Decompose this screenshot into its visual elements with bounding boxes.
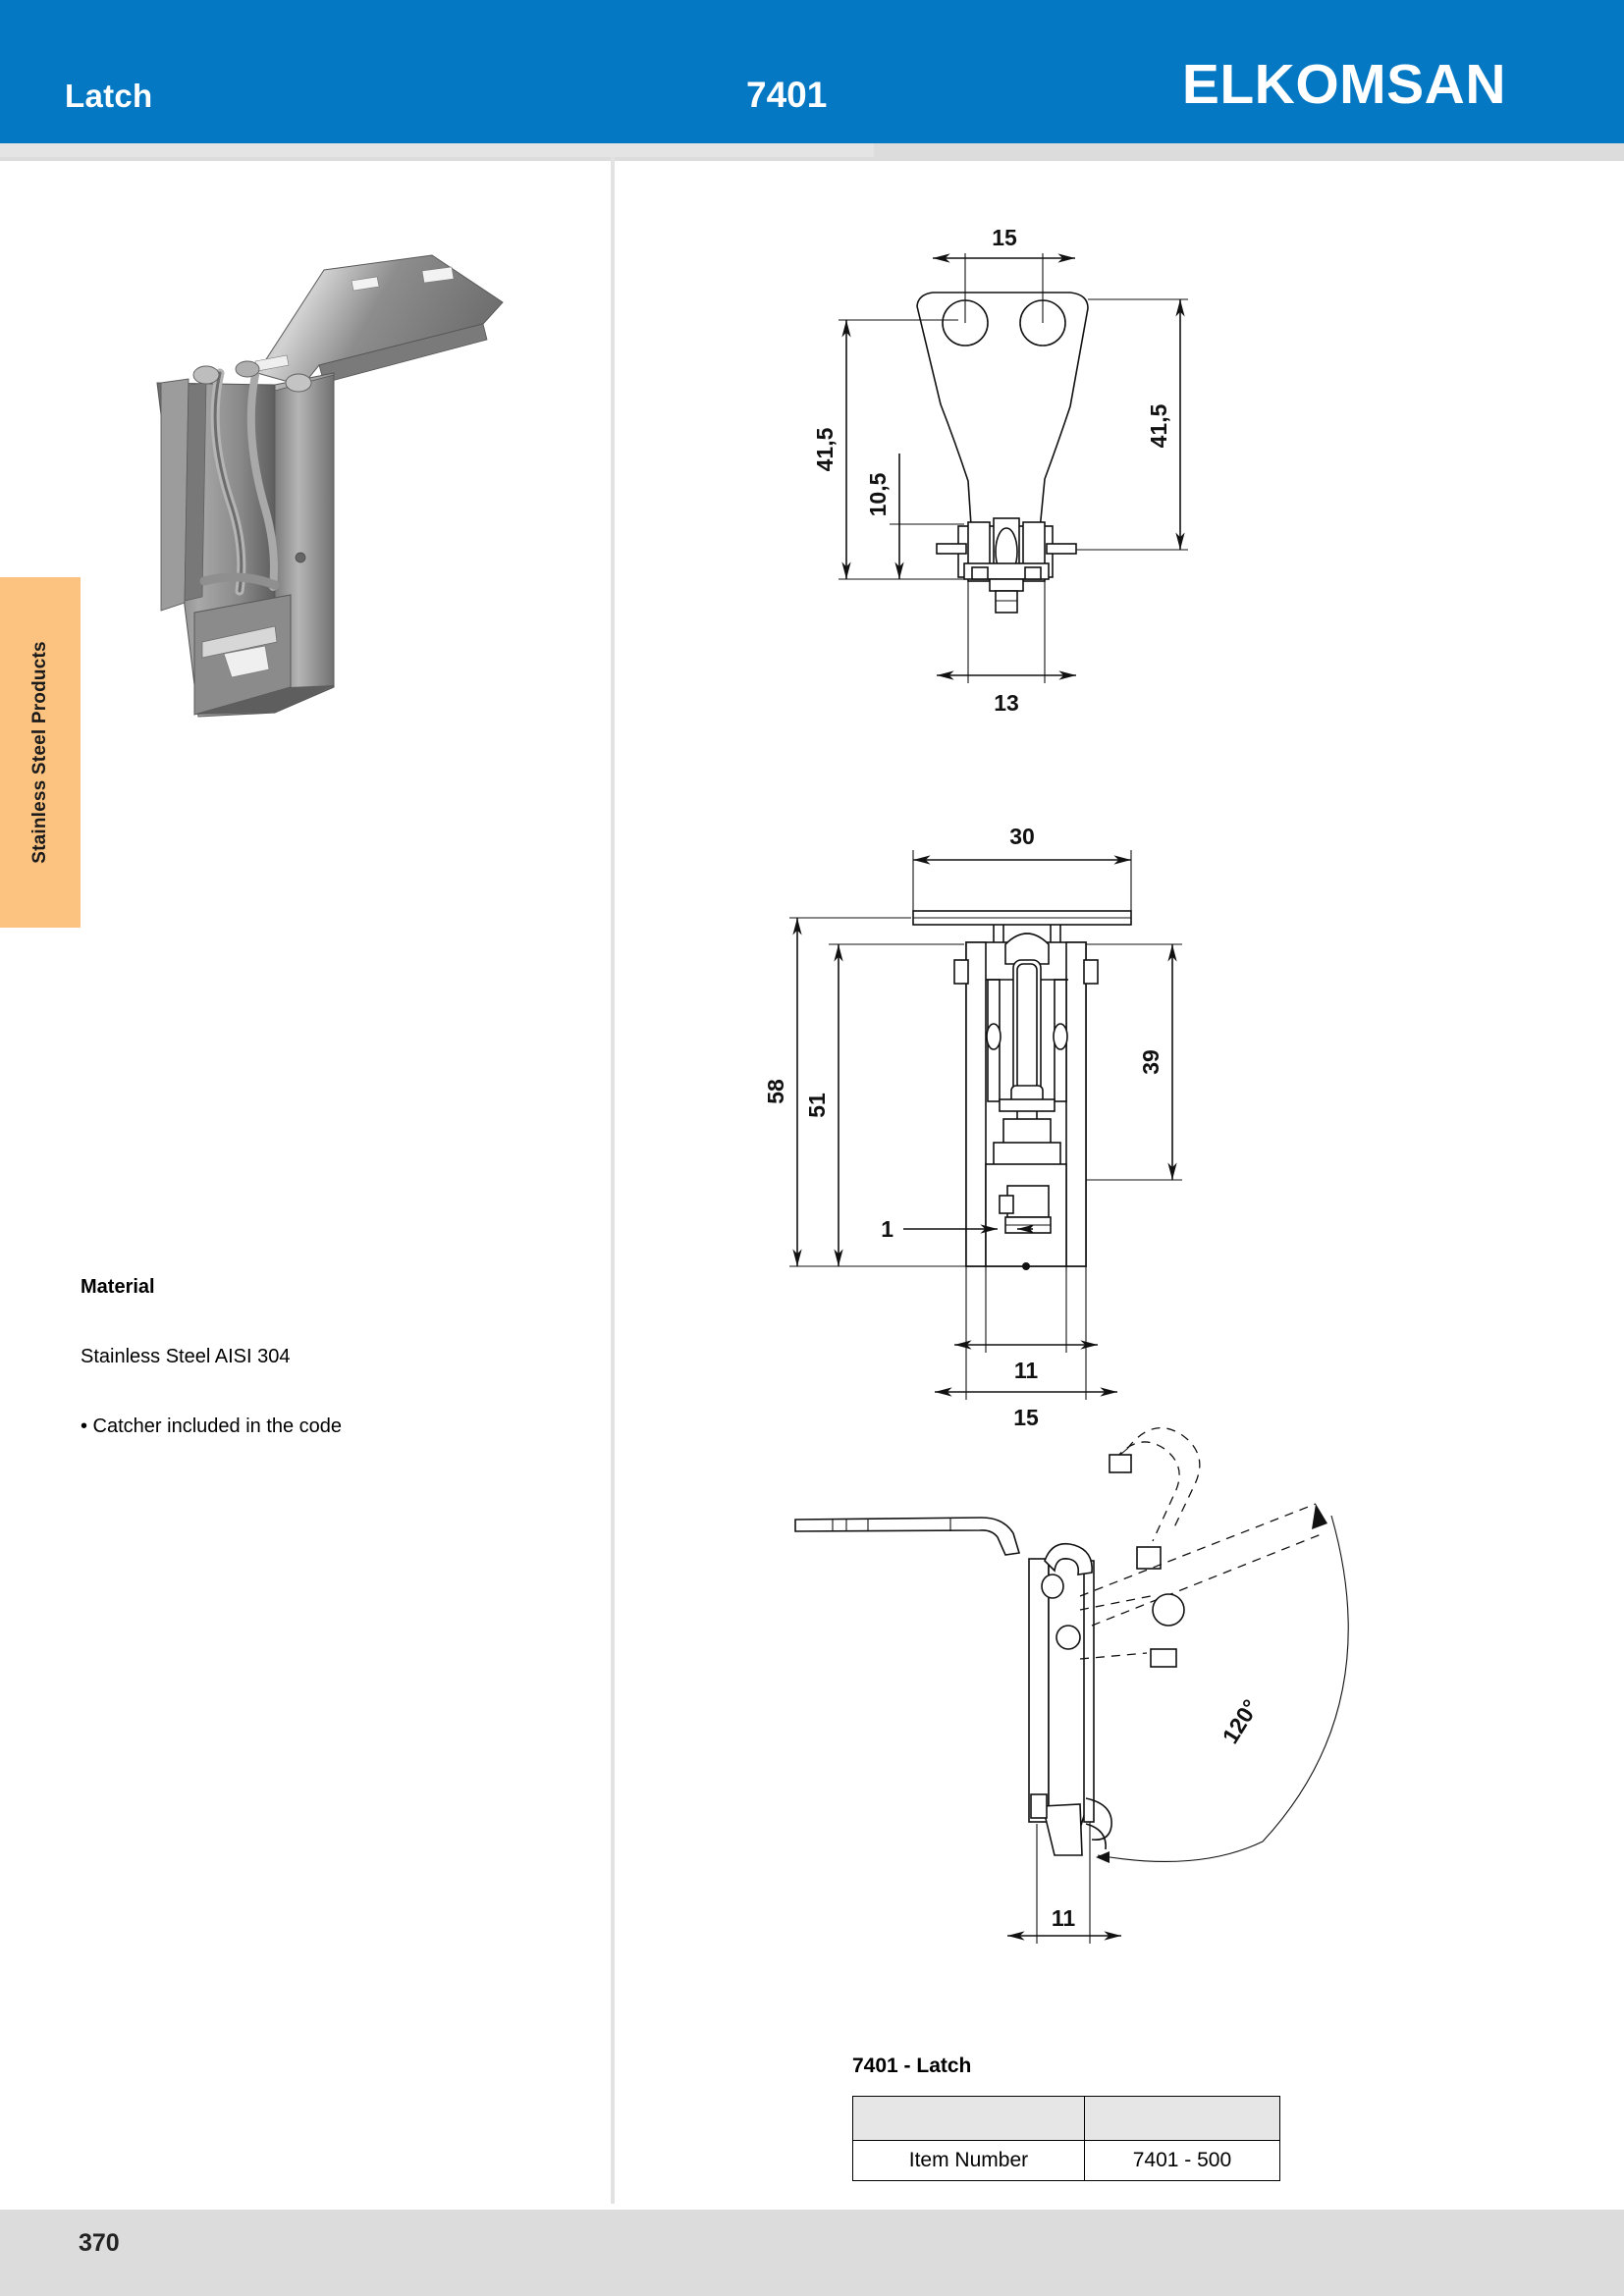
page-number: 370 <box>79 2229 120 2257</box>
table-caption: 7401 - Latch <box>852 2055 972 2077</box>
page-title: Latch <box>65 78 153 114</box>
column-divider <box>611 157 615 2204</box>
material-value: Stainless Steel AISI 304 <box>81 1346 291 1367</box>
page-footer <box>0 2210 1624 2296</box>
section-tab <box>0 577 81 928</box>
dim-top-15: 15 <box>992 225 1017 250</box>
dim-11: 11 <box>1013 1358 1039 1383</box>
table-header-cell-2 <box>1084 2097 1279 2141</box>
item-number-table <box>852 2096 1280 2181</box>
table-cell-value: 7401 - 500 <box>1084 2141 1279 2181</box>
section-tab-label: Stainless Steel Products <box>29 641 50 864</box>
dim-58: 58 <box>763 1079 788 1104</box>
table-row <box>853 2141 1280 2181</box>
dim-15-base: 15 <box>1013 1405 1039 1430</box>
drawing-latch-swing-view <box>785 1414 1394 1983</box>
material-heading: Material <box>81 1276 155 1298</box>
dim-1: 1 <box>881 1216 893 1242</box>
table-header-cell-1 <box>853 2097 1085 2141</box>
dim-51: 51 <box>804 1093 830 1118</box>
product-code: 7401 <box>746 75 828 115</box>
product-photo <box>137 226 530 775</box>
drawing-catcher-front-view <box>776 196 1237 746</box>
table-header-row <box>853 2097 1280 2141</box>
material-note: • Catcher included in the code <box>81 1415 343 1437</box>
dim-right-41-5: 41,5 <box>1146 403 1171 449</box>
brand-logo: ELKOMSAN <box>1181 53 1506 116</box>
dim-10-5: 10,5 <box>865 472 891 517</box>
dim-angle-120: 120° <box>1217 1694 1264 1748</box>
dim-left-41-5: 41,5 <box>812 427 838 472</box>
dim-top-30: 30 <box>1009 824 1035 849</box>
dim-39: 39 <box>1138 1049 1164 1075</box>
header-underband-left <box>0 143 874 157</box>
dim-swing-11: 11 <box>1051 1905 1076 1931</box>
table-cell-label: Item Number <box>853 2141 1085 2181</box>
drawing-latch-front-view <box>746 805 1218 1433</box>
material-block <box>81 1276 571 1438</box>
dim-bottom-13: 13 <box>994 690 1019 716</box>
